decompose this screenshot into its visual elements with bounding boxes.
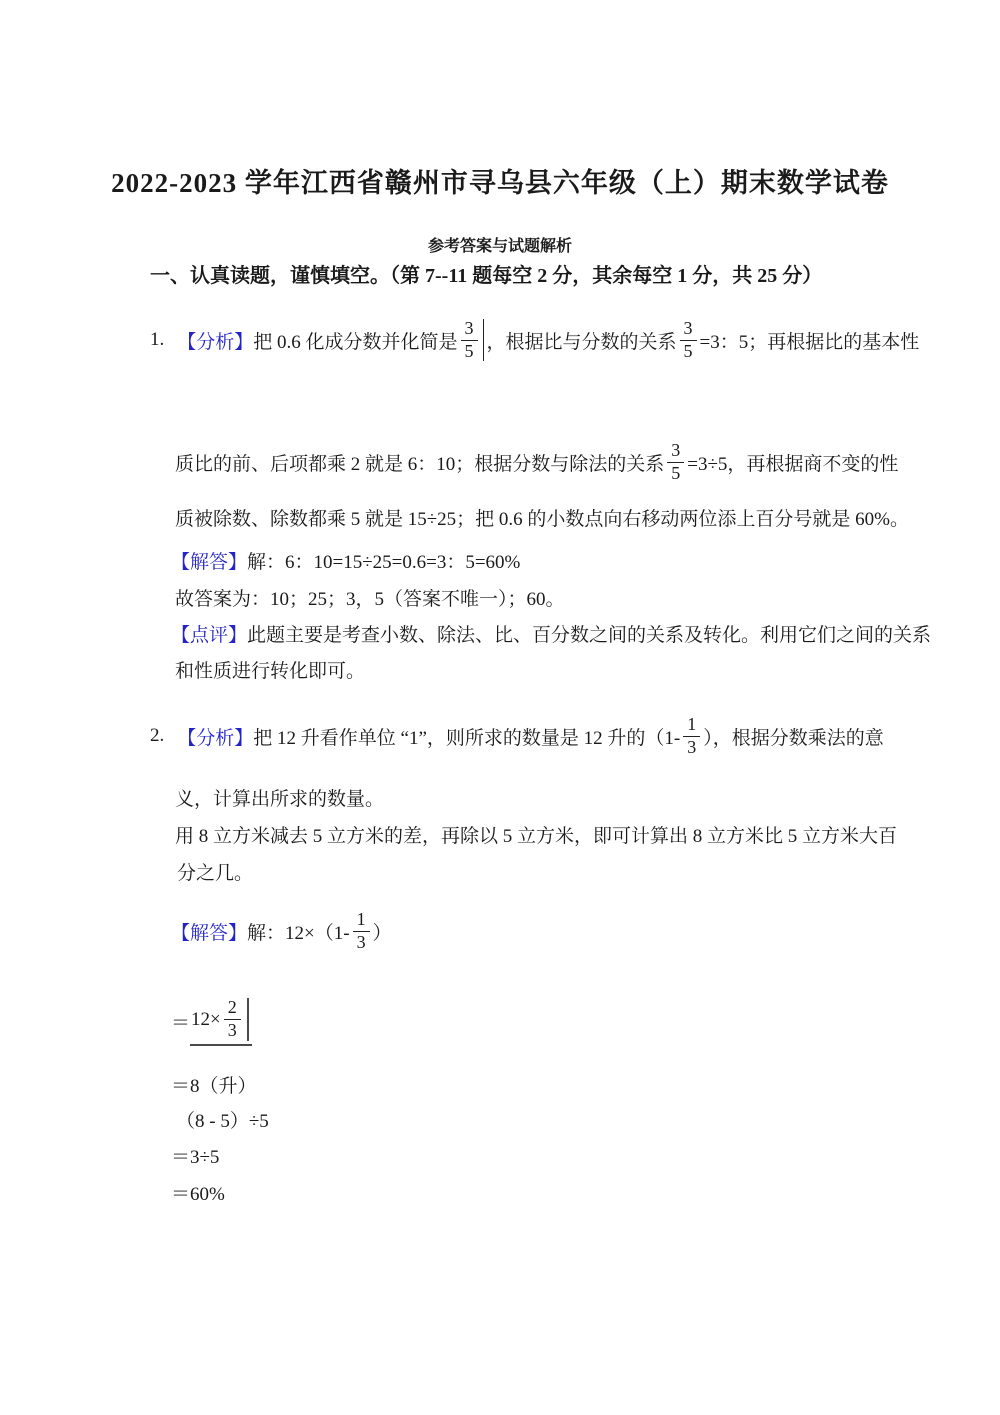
solution-text: 12× xyxy=(191,1008,221,1030)
analysis-text: ，根据比与分数的关系 xyxy=(486,331,677,353)
problem1-solution-line2: 故答案为：10；25；3，5（答案不唯一）；60。 xyxy=(175,589,565,610)
fraction-numerator: 3 xyxy=(667,441,684,463)
problem1-solution-line1 xyxy=(171,551,520,574)
problem2-solution-line3: ＝8（升） xyxy=(171,1076,257,1097)
analysis-text: 把 0.6 化成分数并化简是 xyxy=(253,331,458,353)
analysis-tag: 【分析】 xyxy=(177,727,254,749)
problem1-comment-line2: 和性质进行转化即可。 xyxy=(175,661,366,682)
problem1-analysis-line3: 质被除数、除数都乘 5 就是 15÷25；把 0.6 的小数点向右移动两位添上百分号就是 60%。 xyxy=(175,509,910,530)
fraction xyxy=(680,319,697,362)
problem1-analysis-line2 xyxy=(175,436,898,488)
problem2-analysis-line3: 用 8 立方米减去 5 立方米的差，再除以 5 立方米，即可计算出 8 立方米比 5 立方米大百 xyxy=(175,826,898,847)
answer-tag: 【解答】 xyxy=(171,552,248,573)
problem-number: 1. xyxy=(150,329,165,350)
comment-text: 此题主要是考查小数、除法、比、百分数之间的关系及转化。利用它们之间的关系 xyxy=(247,625,932,646)
fraction xyxy=(353,910,370,953)
fraction xyxy=(461,319,484,362)
analysis-tag: 【分析】 xyxy=(177,331,254,353)
analysis-text: ），根据分数乘法的意 xyxy=(703,727,884,749)
problem-number: 2. xyxy=(150,725,165,746)
section-heading: 一、认真读题，谨慎填空。（第 7--11 题每空 2 分，其余每空 1 分，共 25 分） xyxy=(150,265,823,287)
page-subtitle: 参考答案与试题解析 xyxy=(427,238,572,255)
problem1-analysis-line1 xyxy=(150,314,919,366)
page-title: 2022-2023 学年江西省赣州市寻乌县六年级（上）期末数学试卷 xyxy=(111,168,889,198)
fraction-numerator: 3 xyxy=(461,319,478,341)
fraction-numerator: 3 xyxy=(680,319,697,341)
fraction xyxy=(667,441,684,484)
problem1-comment-line1 xyxy=(171,624,931,647)
fraction-denominator: 3 xyxy=(356,931,366,952)
solution-text: ） xyxy=(372,922,392,944)
fraction-denominator: 5 xyxy=(464,340,474,361)
fraction-numerator: 2 xyxy=(224,998,241,1020)
problem2-analysis-line2: 义，计算出所求的数量。 xyxy=(175,789,385,810)
problem2-solution-line5: ＝3÷5 xyxy=(171,1147,220,1168)
problem2-solution-line6: ＝60% xyxy=(171,1184,225,1205)
analysis-text: =3÷5，再根据商不变的性 xyxy=(687,453,899,475)
fraction-denominator: 3 xyxy=(687,736,697,757)
fraction-numerator: 1 xyxy=(683,715,700,737)
comment-tag: 【点评】 xyxy=(171,625,248,646)
problem2-solution-line1 xyxy=(171,906,392,956)
solution-text: 解：6：10=15÷25=0.6=3：5=60% xyxy=(247,552,521,573)
fraction xyxy=(224,998,249,1041)
analysis-text: 质比的前、后项都乘 2 就是 6：10；根据分数与除法的关系 xyxy=(175,453,665,475)
problem2-solution-line4: （8 - 5）÷5 xyxy=(176,1111,269,1132)
fraction-denominator: 5 xyxy=(671,462,681,483)
equation-box xyxy=(190,996,252,1046)
problem2-analysis-line4: 分之几。 xyxy=(177,863,254,884)
problem2-analysis-line1 xyxy=(150,710,884,762)
fraction xyxy=(683,715,700,758)
fraction-numerator: 1 xyxy=(353,910,370,932)
fraction-denominator: 3 xyxy=(227,1020,237,1040)
problem2-solution-line2 xyxy=(171,994,252,1048)
answer-tag: 【解答】 xyxy=(171,922,248,944)
analysis-text: 把 12 升看作单位 “1”，则所求的数量是 12 升的（1- xyxy=(253,727,681,749)
fraction-denominator: 5 xyxy=(683,340,693,361)
solution-text: 解：12×（1- xyxy=(247,922,350,944)
equals-sign: ＝ xyxy=(171,1012,191,1034)
analysis-text: =3：5；再根据比的基本性 xyxy=(699,331,920,353)
